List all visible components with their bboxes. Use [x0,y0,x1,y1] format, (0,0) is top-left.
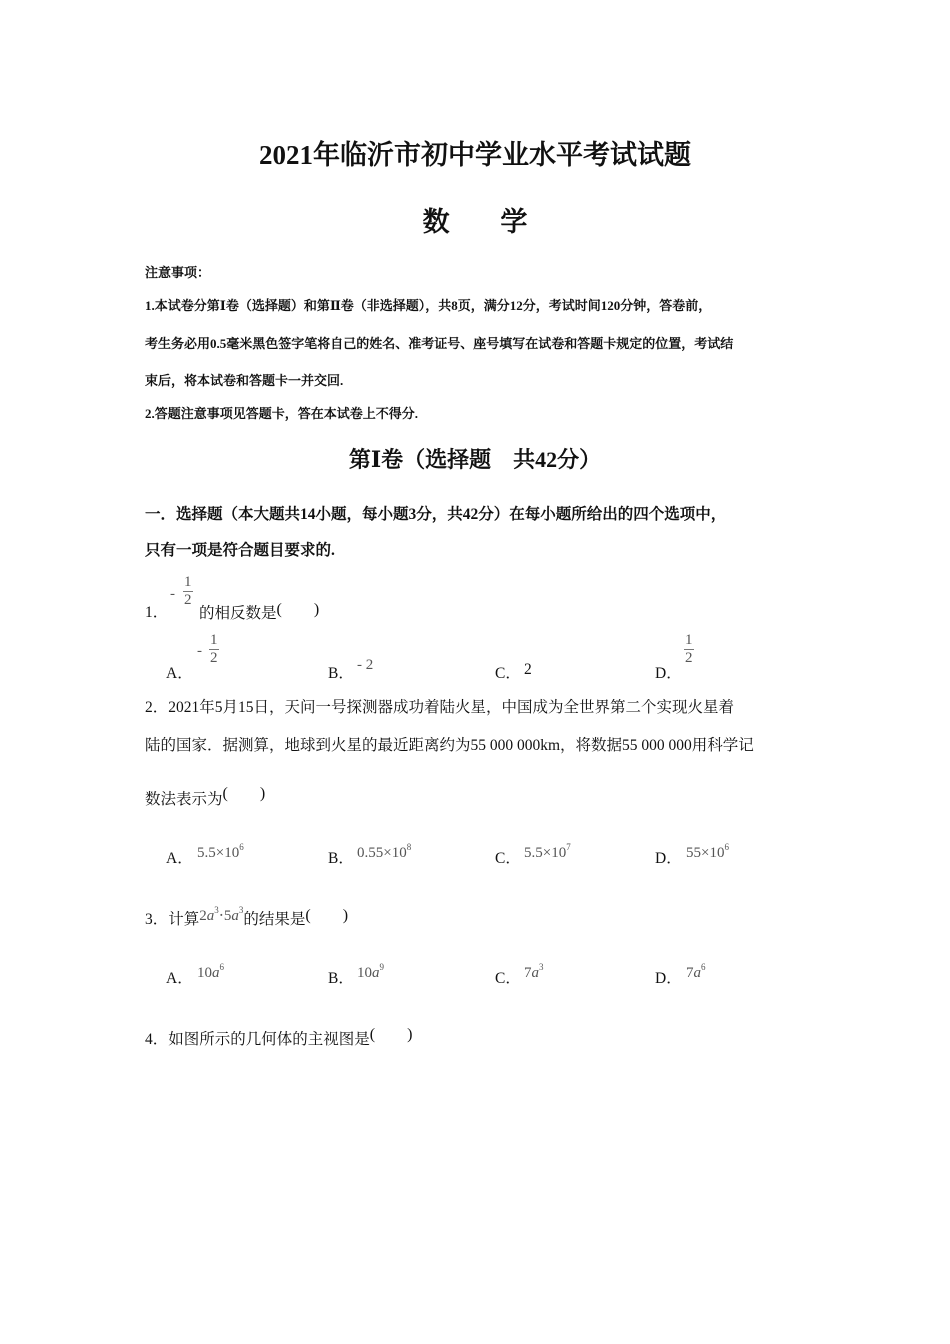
q3-operator: ⋅ [218,908,224,924]
q2-option-b-label: B． [328,850,354,867]
q1-option-a-label: A． [166,665,193,682]
q3-b-var: a [372,965,380,981]
q3-coef-2: 5 [223,908,232,924]
q2-option-c [524,842,571,862]
q2-answer-paren: ( ) [222,785,266,802]
q1-a-minus: - [197,643,202,660]
q3-option-c [524,962,544,982]
q2-a-exp: 6 [239,842,244,852]
q1-a-num: 1 [210,632,218,648]
q3-option-d [686,962,706,982]
q3-coef-1: 2 [199,908,207,924]
q3-exp-2: 3 [238,905,244,915]
q2-c-exp: 7 [566,842,571,852]
q3-stem: 的结果是 [243,911,306,928]
q3-option-a-label: A． [166,970,193,987]
q1-d-num: 1 [685,632,693,648]
q1-option-a [197,632,219,667]
q1-a-fraction [209,632,219,667]
subject-title: 数 学 [422,207,550,237]
q1-option-b-label: B． [328,665,354,682]
q2-option-b [357,842,411,862]
q1-text [199,600,319,623]
q3-d-coef: 7 [686,965,694,981]
q1-option-c-value: 2 [524,661,532,678]
q3-d-var: a [693,965,701,981]
q1-frac-num: 1 [184,574,192,590]
q3-b-coef: 10 [357,965,372,981]
notes-line-3: 束后，将本试卷和答题卡一并交回. [145,373,344,388]
q2-d-exp: 6 [724,842,729,852]
q3-c-var: a [531,965,539,981]
q3-c-coef: 7 [524,965,532,981]
q3-expression [199,905,244,924]
q1-option-c-label: C． [495,665,521,682]
q2-option-c-label: C． [495,850,521,867]
q1-expression [170,574,193,609]
q3-d-exp: 6 [701,962,706,972]
q1-d-fraction [684,632,694,667]
q2-option-a-label: A． [166,850,193,867]
q2-b-base: 0.55×10 [357,845,407,861]
q3-var-1: a [206,908,215,924]
q3-option-c-label: C． [495,970,521,987]
q3-a-var: a [212,965,220,981]
section-intro-1: 一．选择题（本大题共14小题，每小题3分，共42分）在每小题所给出的四个选项中， [145,506,727,523]
section-intro-2: 只有一项是符合题目要求的. [145,542,335,559]
q2-c-base: 5.5×10 [524,845,567,861]
q2-option-a [197,842,244,862]
q2-b-exp: 8 [406,842,412,852]
q1-option-b-value: - 2 [357,657,374,673]
notes-line-2: 考生务必用0.5毫米黑色签字笔将自己的姓名、准考证号、座号填写在试卷和答题卡规定的位置，考试结 [145,336,734,351]
q1-option-d-label: D． [655,665,682,682]
q1-number: 1． [145,604,169,621]
exam-title: 2021年临沂市初中学业水平考试试题 [259,140,691,170]
q1-a-den: 2 [210,650,218,666]
q4-line [145,1026,412,1049]
q2-line-2: 陆的国家．据测算，地球到火星的最近距离约为55 000 000km，将数据55 000 000用科学记 [145,737,754,754]
q3-var-2: a [231,908,239,924]
q3-exp-1: 3 [214,905,219,915]
notes-line-1: 1.本试卷分第Ⅰ卷（选择题）和第Ⅱ卷（非选择题），共8页，满分12分，考试时间120分钟，答卷前， [145,298,712,313]
q2-option-d [686,842,729,862]
q1-answer-paren: ( ) [276,601,320,618]
q4-stem: 4．如图所示的几何体的主视图是 [145,1031,370,1048]
q2-line-3 [145,786,265,809]
q3-option-a [197,962,224,982]
q1-minus: - [170,586,175,603]
q1-stem: 的相反数是 [199,605,277,622]
q2-line-1: 2．2021年5月15日，天问一号探测器成功着陆火星，中国成为全世界第二个实现火星着 [145,699,735,716]
q3-option-d-label: D． [655,970,682,987]
section-heading: 第Ⅰ卷（选择题 共42分） [348,447,602,472]
q4-answer-paren: ( ) [369,1026,413,1043]
q2-option-d-label: D． [655,850,682,867]
q3-number: 3．计算 [145,911,200,928]
q2-stem-end: 数法表示为 [145,791,223,808]
q3-b-exp: 9 [379,962,384,972]
q3-answer-paren: ( ) [305,907,349,924]
q3-option-b [357,962,384,982]
q1-frac-den: 2 [184,592,192,608]
q3-line [145,906,348,929]
notes-heading: 注意事项： [145,265,211,280]
q1-d-den: 2 [685,650,693,666]
q2-d-base: 55×10 [686,845,725,861]
q3-a-coef: 10 [197,965,212,981]
q2-a-base: 5.5×10 [197,845,240,861]
q3-option-b-label: B． [328,970,354,987]
q3-c-exp: 3 [539,962,544,972]
q1-fraction [183,574,193,609]
q3-a-exp: 6 [219,962,224,972]
notes-line-4: 2.答题注意事项见答题卡，答在本试卷上不得分. [145,406,419,421]
q1-option-d [684,632,694,667]
